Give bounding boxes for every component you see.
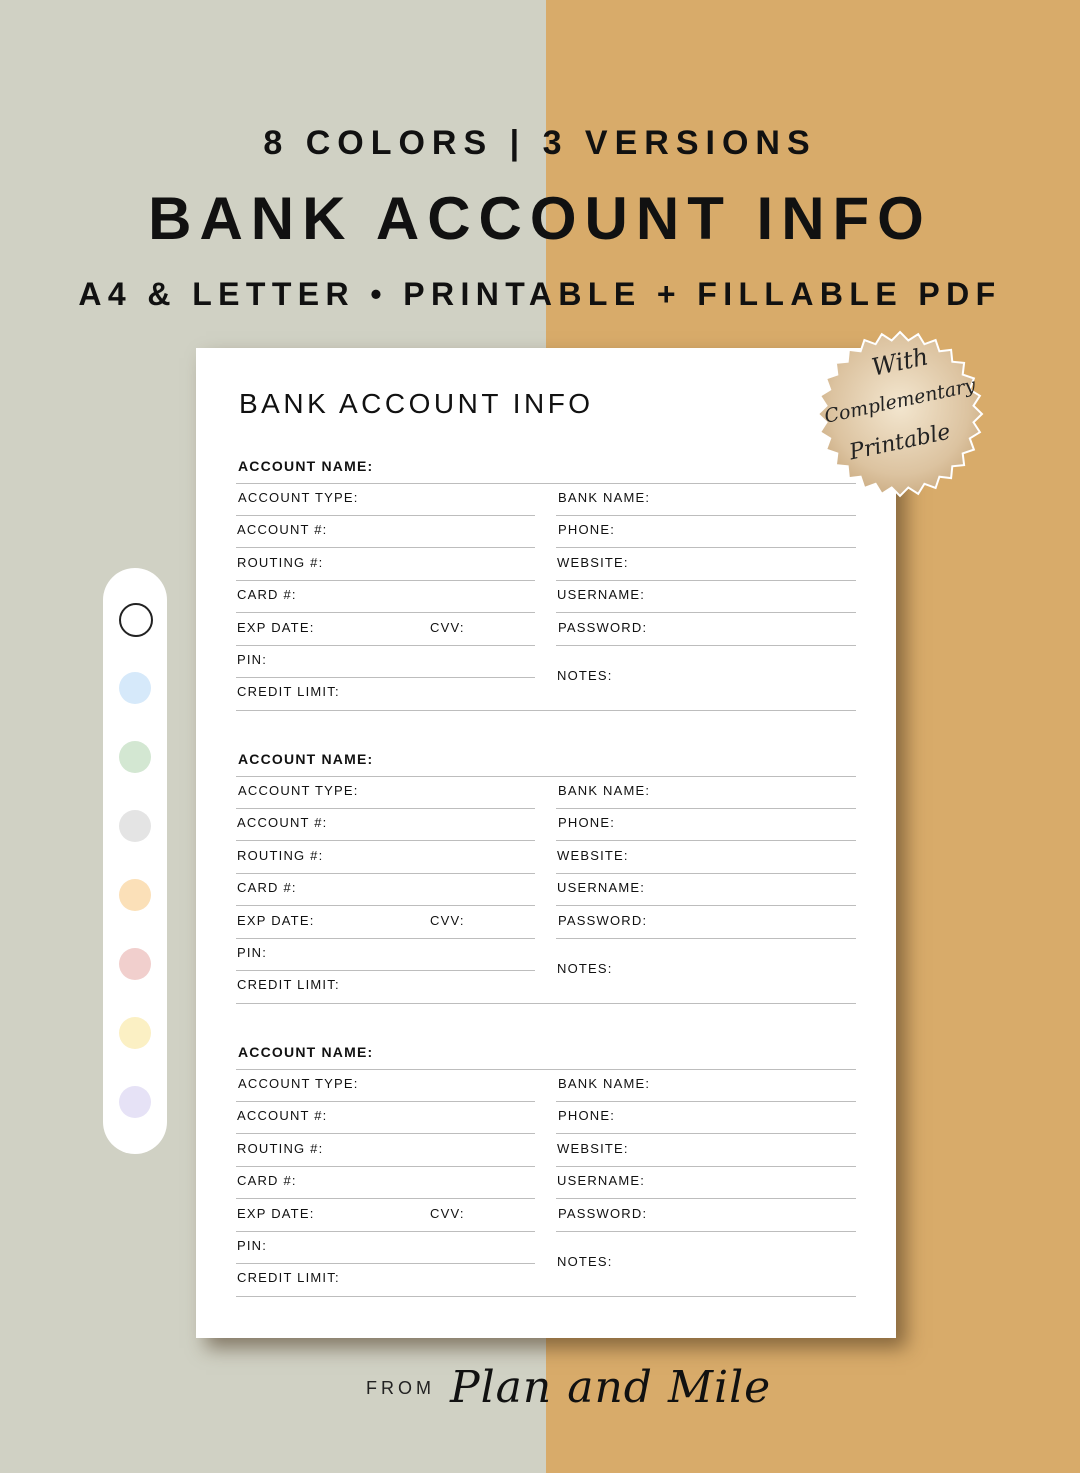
footer-from: FROM	[366, 1378, 435, 1398]
routing-label: ROUTING #:	[237, 1141, 324, 1156]
pin-label: PIN:	[237, 652, 268, 667]
account-number-label: ACCOUNT #:	[237, 522, 328, 537]
header-colors-versions: 8 COLORS | 3 VERSIONS	[263, 124, 817, 162]
credit-limit-label: CREDIT LIMIT:	[237, 977, 340, 992]
exp-date-label: EXP DATE:	[237, 1206, 315, 1221]
account-type-label: ACCOUNT TYPE:	[238, 783, 359, 798]
account-number-line	[236, 1133, 535, 1134]
card-label: CARD #:	[237, 587, 297, 602]
username-label: USERNAME:	[557, 587, 646, 602]
credit-limit-line	[236, 710, 856, 711]
card-line	[236, 905, 535, 906]
account-name-label: ACCOUNT NAME:	[238, 1044, 374, 1060]
color-swatch-panel	[103, 568, 167, 1154]
card-label: CARD #:	[237, 880, 297, 895]
footer	[0, 1362, 1080, 1422]
account-number-label: ACCOUNT #:	[237, 1108, 328, 1123]
website-label: WEBSITE:	[557, 848, 629, 863]
printable-sheet	[196, 348, 896, 1338]
account-block-2	[236, 751, 856, 1011]
swatch-green[interactable]	[119, 741, 151, 773]
routing-label: ROUTING #:	[237, 848, 324, 863]
username-label: USERNAME:	[557, 880, 646, 895]
swatch-blue[interactable]	[119, 672, 151, 704]
exp-date-label: EXP DATE:	[237, 913, 315, 928]
cvv-label: CVV:	[430, 913, 465, 928]
exp-date-line	[236, 938, 535, 939]
bank-name-label: BANK NAME:	[558, 1076, 651, 1091]
username-line	[556, 905, 856, 906]
account-type-label: ACCOUNT TYPE:	[238, 490, 359, 505]
swatch-pink[interactable]	[119, 948, 151, 980]
pin-line	[236, 677, 535, 678]
account-name-line	[236, 776, 856, 777]
account-number-line	[236, 547, 535, 548]
cvv-label: CVV:	[430, 620, 465, 635]
card-line	[236, 1198, 535, 1199]
account-name-label: ACCOUNT NAME:	[238, 751, 374, 767]
pin-line	[236, 970, 535, 971]
notes-label: NOTES:	[557, 1254, 613, 1269]
swatch-yellow[interactable]	[119, 1017, 151, 1049]
sheet-title: BANK ACCOUNT INFO	[239, 388, 594, 419]
account-type-line	[236, 808, 535, 809]
bank-name-line	[556, 1101, 856, 1102]
bank-name-line	[556, 515, 856, 516]
username-line	[556, 1198, 856, 1199]
website-label: WEBSITE:	[557, 1141, 629, 1156]
header-formats: A4 & LETTER • PRINTABLE + FILLABLE PDF	[78, 276, 1002, 312]
swatch-white[interactable]	[119, 603, 153, 637]
website-line	[556, 580, 856, 581]
notes-label: NOTES:	[557, 668, 613, 683]
password-label: PASSWORD:	[558, 1206, 648, 1221]
swatch-gray[interactable]	[119, 810, 151, 842]
pin-label: PIN:	[237, 1238, 268, 1253]
badge-line-1: With	[869, 342, 931, 382]
phone-line	[556, 547, 856, 548]
account-number-line	[236, 840, 535, 841]
exp-date-line	[236, 1231, 535, 1232]
routing-label: ROUTING #:	[237, 555, 324, 570]
website-label: WEBSITE:	[557, 555, 629, 570]
password-line	[556, 938, 856, 939]
phone-label: PHONE:	[558, 1108, 616, 1123]
header-title: BANK ACCOUNT INFO	[148, 185, 932, 252]
pin-line	[236, 1263, 535, 1264]
exp-date-label: EXP DATE:	[237, 620, 315, 635]
pin-label: PIN:	[237, 945, 268, 960]
brand-logo: Plan and Mile	[450, 1362, 772, 1413]
account-name-label: ACCOUNT NAME:	[238, 458, 374, 474]
account-type-line	[236, 1101, 535, 1102]
credit-limit-label: CREDIT LIMIT:	[237, 684, 340, 699]
account-name-line	[236, 483, 856, 484]
routing-line	[236, 580, 535, 581]
password-label: PASSWORD:	[558, 913, 648, 928]
card-line	[236, 612, 535, 613]
phone-line	[556, 840, 856, 841]
routing-line	[236, 1166, 535, 1167]
website-line	[556, 1166, 856, 1167]
routing-line	[236, 873, 535, 874]
bank-name-label: BANK NAME:	[558, 490, 651, 505]
phone-label: PHONE:	[558, 522, 616, 537]
username-line	[556, 612, 856, 613]
complementary-printable-badge	[812, 326, 988, 502]
credit-limit-line	[236, 1003, 856, 1004]
credit-limit-line	[236, 1296, 856, 1297]
badge-line-3: Printable	[847, 419, 953, 466]
swatch-orange[interactable]	[119, 879, 151, 911]
account-name-line	[236, 1069, 856, 1070]
notes-label: NOTES:	[557, 961, 613, 976]
website-line	[556, 873, 856, 874]
badge-line-2: Complementary	[822, 374, 978, 428]
username-label: USERNAME:	[557, 1173, 646, 1188]
account-number-label: ACCOUNT #:	[237, 815, 328, 830]
account-block-1	[236, 458, 856, 718]
password-label: PASSWORD:	[558, 620, 648, 635]
cvv-label: CVV:	[430, 1206, 465, 1221]
account-block-3	[236, 1044, 856, 1304]
card-label: CARD #:	[237, 1173, 297, 1188]
credit-limit-label: CREDIT LIMIT:	[237, 1270, 340, 1285]
password-line	[556, 645, 856, 646]
password-line	[556, 1231, 856, 1232]
account-type-line	[236, 515, 535, 516]
phone-label: PHONE:	[558, 815, 616, 830]
phone-line	[556, 1133, 856, 1134]
swatch-lavender[interactable]	[119, 1086, 151, 1118]
bank-name-line	[556, 808, 856, 809]
account-type-label: ACCOUNT TYPE:	[238, 1076, 359, 1091]
exp-date-line	[236, 645, 535, 646]
bank-name-label: BANK NAME:	[558, 783, 651, 798]
